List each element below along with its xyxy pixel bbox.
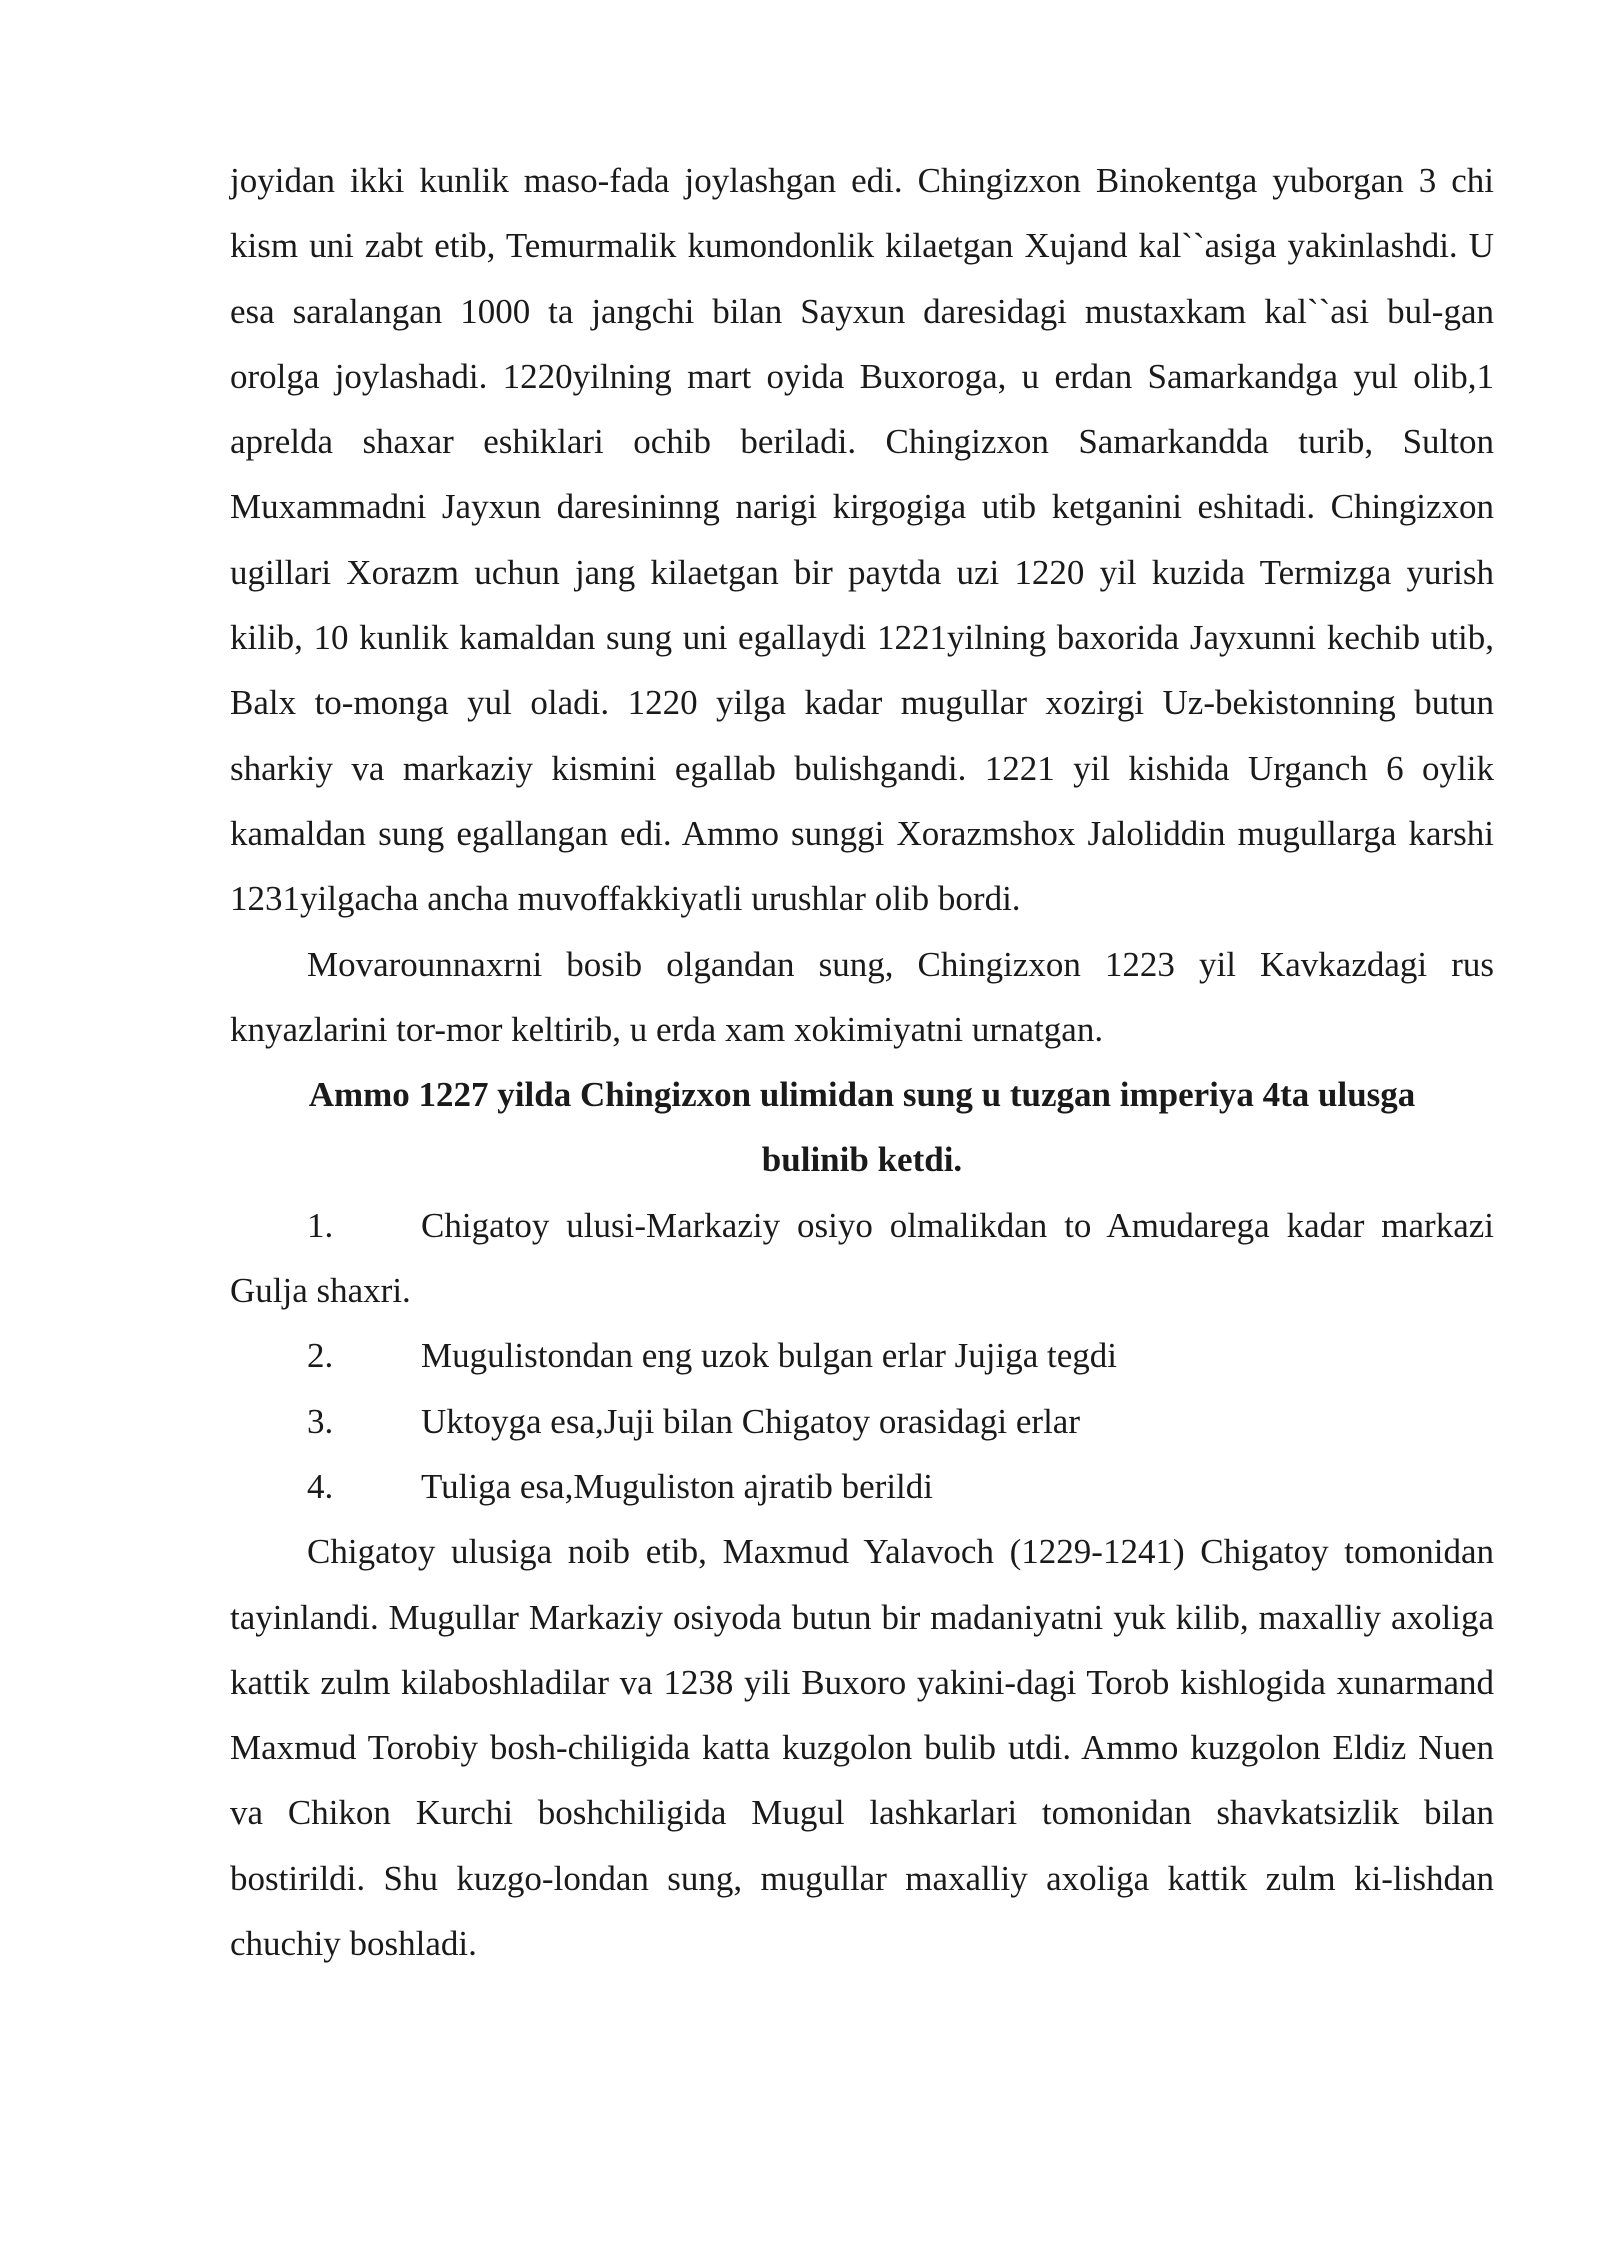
list-item-1 — [230, 1193, 1494, 1324]
list-number: 3. — [307, 1401, 334, 1441]
section-heading: Ammo 1227 yilda Chingizxon ulimidan sung u tuzgan imperiya 4ta ulusga bulinib ketdi. — [308, 1075, 1416, 1180]
list-item-4 — [230, 1454, 1494, 1519]
list-number: 4. — [307, 1466, 334, 1506]
list-item-2 — [230, 1323, 1494, 1388]
list-text: Chigatoy ulusi-Markaziy osiyo olmalikdan to Amudarega kadar markazi Gulja shaxri. — [230, 1205, 1494, 1311]
paragraph-2: Movarounnaxrni bosib olgandan sung, Chingizxon 1223 yil Kavkazdagi rus knyazlarini tor-mor keltirib, u erda xam xokimiyatni urnatgan. — [230, 944, 1494, 1049]
list-text: Uktoyga esa,Juji bilan Chigatoy orasidagi erlar — [421, 1401, 1081, 1441]
list-text: Tuliga esa,Muguliston ajratib berildi — [421, 1466, 933, 1506]
document-page — [230, 148, 1494, 1976]
list-text: Mugulistondan eng uzok bulgan erlar Jujiga tegdi — [421, 1336, 1117, 1376]
closing-paragraph: Chigatoy ulusiga noib etib, Maxmud Yalavoch (1229-1241) Chigatoy tomonidan tayinlandi. Mugullar Markaziy osiyoda butun bir madaniyatni yuk kilib, maxalliy axoliga kattik zulm kilaboshladilar va 1238 yili Buxoro yakini-dagi Torob kishlogida xunarmand Maxmud Torobiy bosh-chiligida katta kuzgolon bulib utdi. Ammo kuzgolon Eldiz Nuen va Chikon Kurchi boshchiligida Mugul lashkarlari tomonidan shavkatsizlik bilan bostirildi. Shu kuzgo-londan sung, mugullar maxalliy axoliga kattik zulm ki-lishdan chuchiy boshladi. — [230, 1532, 1494, 1964]
list-number: 1. — [307, 1205, 334, 1245]
list-item-3 — [230, 1389, 1494, 1454]
paragraph-1: joyidan ikki kunlik maso-fada joylashgan edi. Chingizxon Binokentga yuborgan 3 chi kism uni zabt etib, Temurmalik kumondonlik kilaetgan Xujand kal``asiga yakinlashdi. U esa saralangan 1000 ta jangchi bilan Sayxun daresidagi mustaxkam kal``asi bul-gan orolga joylashadi. 1220yilning mart oyida Buxoroga, u erdan Samarkandga yul olib,1 aprelda shaxar eshiklari ochib beriladi. Chingizxon Samarkandda turib, Sulton Muxammadni Jayxun daresininng narigi kirgogiga utib ketganini eshitadi. Chingizxon ugillari Xorazm uchun jang kilaetgan bir paytda uzi 1220 yil kuzida Termizga yurish kilib, 10 kunlik kamaldan sung uni egallaydi 1221yilning baxorida Jayxunni kechib utib, Balx to-monga yul oladi. 1220 yilga kadar mugullar xozirgi Uz-bekistonning butun sharkiy va markaziy kismini egallab bulishgandi. 1221 yil kishida Urganch 6 oylik kamaldan sung egallangan edi. Ammo sunggi Xorazmshox Jaloliddin mugullarga karshi 1231yilgacha ancha muvoffakkiyatli urushlar olib bordi. — [230, 161, 1494, 919]
list-number: 2. — [307, 1336, 334, 1376]
